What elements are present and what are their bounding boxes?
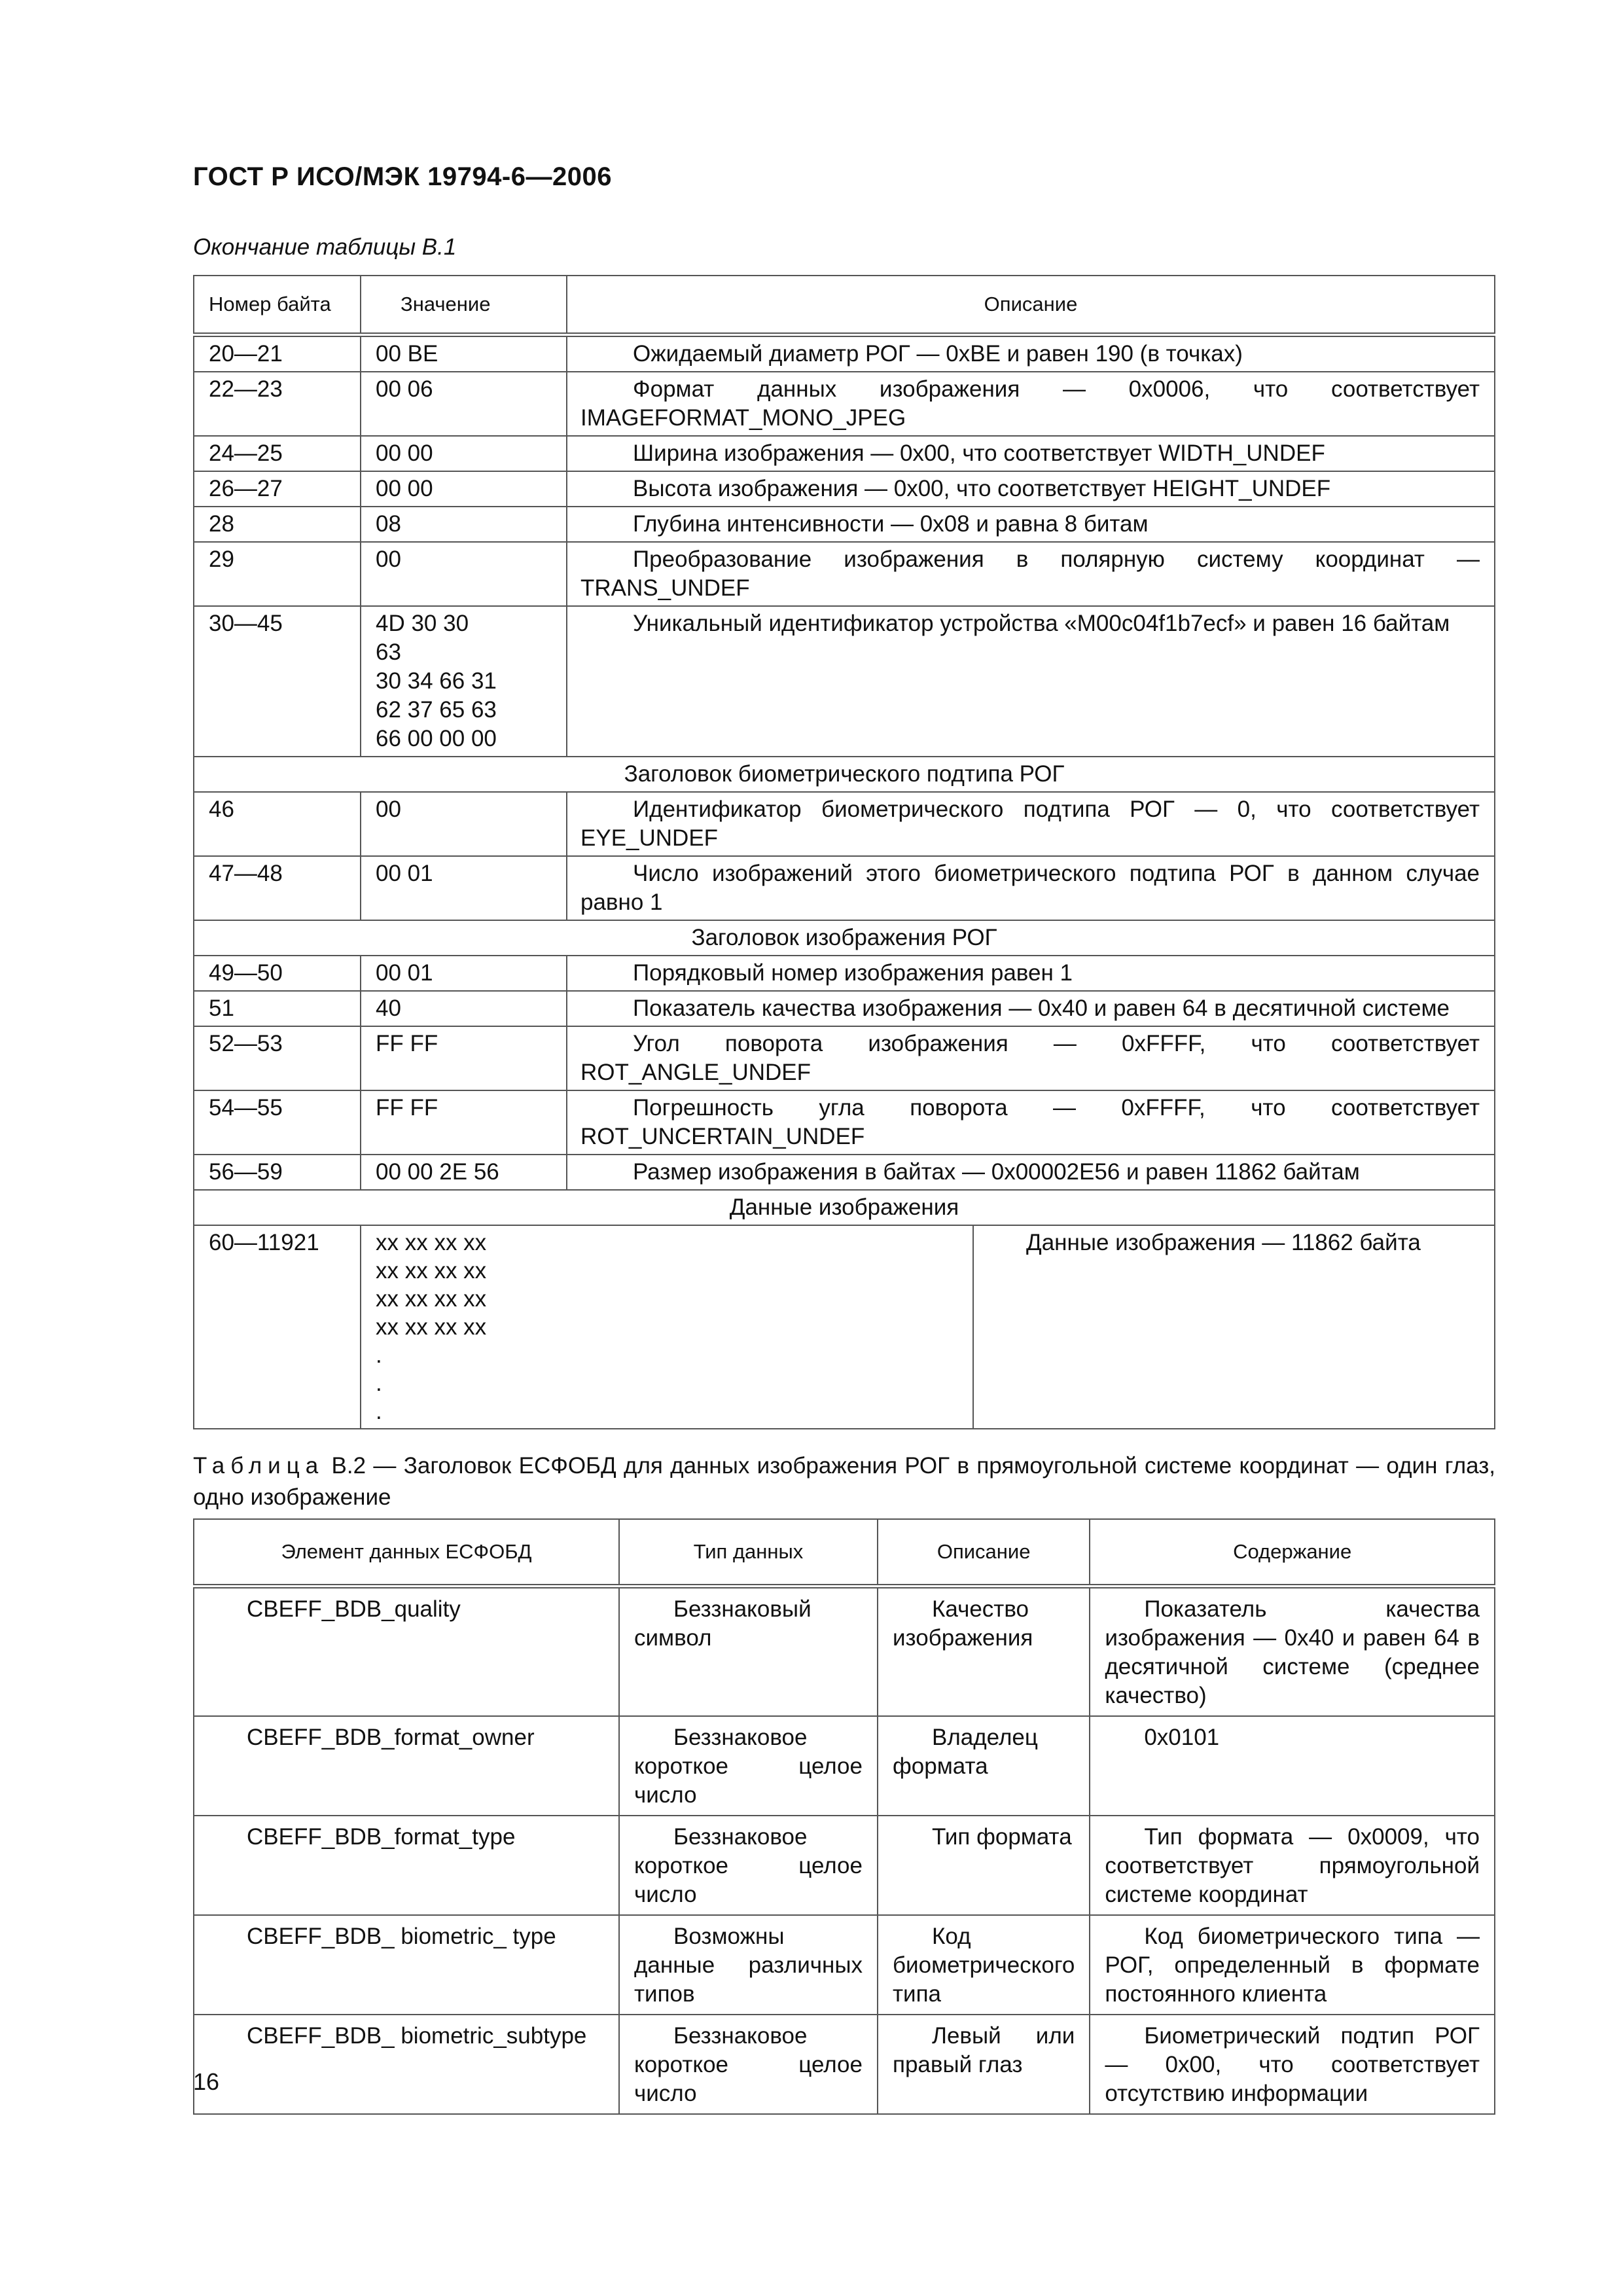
byte-value-line: xx xx xx xx	[376, 1286, 487, 1312]
table-row	[194, 542, 1495, 606]
table-row	[194, 1816, 1495, 1915]
byte-description: Высота изображения — 0x00, что соответствует HEIGHT_UNDEF	[567, 471, 1495, 507]
byte-value: 00 06	[361, 372, 567, 436]
cbeff-element: CBEFF_BDB_quality	[194, 1587, 619, 1717]
cbeff-description: Владелец формата	[878, 1716, 1090, 1816]
table2-caption	[193, 1450, 1495, 1513]
byte-number: 46	[194, 792, 361, 856]
image-data-cell	[361, 1225, 1495, 1429]
byte-description: Уникальный идентификатор устройства «M00c04f1b7ecf» и равен 16 байтам	[567, 606, 1495, 757]
table-row	[194, 792, 1495, 856]
byte-number: 24—25	[194, 436, 361, 471]
byte-value: 00	[361, 792, 567, 856]
byte-number: 28	[194, 507, 361, 542]
table-b1-continuation	[193, 275, 1495, 1429]
table-row	[194, 2015, 1495, 2114]
table-row	[194, 471, 1495, 507]
column-header-content: Содержание	[1090, 1519, 1495, 1587]
cbeff-data-type: Беззнаковое короткое целое число	[619, 1816, 878, 1915]
byte-value: FF FF	[361, 1026, 567, 1090]
table-row	[194, 1225, 1495, 1429]
table-row	[194, 956, 1495, 991]
byte-number: 22—23	[194, 372, 361, 436]
byte-description: Глубина интенсивности — 0x08 и равна 8 битам	[567, 507, 1495, 542]
column-header-data-type: Тип данных	[619, 1519, 878, 1587]
table-row	[194, 1587, 1495, 1717]
byte-value-line: .	[376, 1342, 382, 1368]
byte-number: 26—27	[194, 471, 361, 507]
table-row	[194, 1090, 1495, 1155]
byte-value-line: 62 37 65 63	[376, 697, 497, 723]
byte-value: 00	[361, 542, 567, 606]
byte-number: 30—45	[194, 606, 361, 757]
image-data-values	[361, 1226, 973, 1428]
table-row	[194, 1716, 1495, 1816]
byte-description: Размер изображения в байтах — 0x00002E56 и равен 11862 байтам	[567, 1155, 1495, 1190]
cbeff-element: CBEFF_BDB_format_owner	[194, 1716, 619, 1816]
byte-value-line: .	[376, 1399, 382, 1424]
table-row	[194, 991, 1495, 1026]
byte-value	[361, 606, 567, 757]
byte-description: Преобразование изображения в полярную систему координат — TRANS_UNDEF	[567, 542, 1495, 606]
table2-caption-prefix: Таблица	[193, 1453, 325, 1479]
byte-description: Число изображений этого биометрического подтипа РОГ в данном случае равно 1	[567, 856, 1495, 920]
table-row	[194, 1155, 1495, 1190]
byte-number: 52—53	[194, 1026, 361, 1090]
byte-value-line: xx xx xx xx	[376, 1314, 487, 1340]
byte-number: 56—59	[194, 1155, 361, 1190]
section-row	[194, 757, 1495, 792]
byte-value-line: 4D 30 30	[376, 611, 469, 636]
byte-description: Порядковый номер изображения равен 1	[567, 956, 1495, 991]
cbeff-element: CBEFF_BDB_format_type	[194, 1816, 619, 1915]
table-row	[194, 507, 1495, 542]
cbeff-description: Тип формата	[878, 1816, 1090, 1915]
byte-value: 00 00 2E 56	[361, 1155, 567, 1190]
section-row	[194, 1190, 1495, 1225]
byte-value-line: xx xx xx xx	[376, 1258, 487, 1283]
cbeff-description: Код биометрического типа	[878, 1915, 1090, 2015]
byte-value: 00 00	[361, 436, 567, 471]
section-title-image-data: Данные изображения	[194, 1190, 1495, 1225]
image-data-description: Данные изображения — 11862 байта	[1026, 1230, 1421, 1255]
column-header-value: Значение	[361, 276, 567, 335]
byte-description: Ожидаемый диаметр РОГ — 0xBE и равен 190 (в точках)	[567, 335, 1495, 372]
cbeff-content: Показатель качества изображения — 0x40 и равен 64 в десятичной системе (среднее качество)	[1090, 1587, 1495, 1717]
cbeff-element: CBEFF_BDB_ biometric_subtype	[194, 2015, 619, 2114]
byte-value: FF FF	[361, 1090, 567, 1155]
page-number: 16	[193, 2068, 220, 2095]
column-header-description: Описание	[878, 1519, 1090, 1587]
table-row	[194, 1915, 1495, 2015]
cbeff-data-type: Беззнаковый символ	[619, 1587, 878, 1717]
byte-value: 00 01	[361, 956, 567, 991]
byte-value: 00 01	[361, 856, 567, 920]
table-header-row	[194, 1519, 1495, 1587]
table2-caption-text: В.2 — Заголовок ЕСФОБД для данных изображения РОГ в прямоугольной системе координат — один глаз, одно изображение	[193, 1453, 1495, 1510]
byte-number: 47—48	[194, 856, 361, 920]
cbeff-data-type: Возможны данные различных типов	[619, 1915, 878, 2015]
cbeff-description: Качество изображения	[878, 1587, 1090, 1717]
image-data-inner	[361, 1226, 1494, 1428]
cbeff-content: Биометрический подтип РОГ — 0x00, что соответствует отсутствию информации	[1090, 2015, 1495, 2114]
column-header-description: Описание	[567, 276, 1495, 335]
column-header-element: Элемент данных ЕСФОБД	[194, 1519, 619, 1587]
document-header: ГОСТ Р ИСО/МЭК 19794-6—2006	[193, 162, 612, 191]
section-title-iris-image-header: Заголовок изображения РОГ	[194, 920, 1495, 956]
table-row	[194, 606, 1495, 757]
cbeff-content: 0x0101	[1090, 1716, 1495, 1816]
byte-number: 51	[194, 991, 361, 1026]
table1-caption: Окончание таблицы В.1	[193, 234, 457, 260]
byte-value: 00 00	[361, 471, 567, 507]
cbeff-element: CBEFF_BDB_ biometric_ type	[194, 1915, 619, 2015]
column-header-byte-number: Номер байта	[194, 276, 361, 335]
table-row	[194, 335, 1495, 372]
byte-description: Показатель качества изображения — 0x40 и равен 64 в десятичной системе	[567, 991, 1495, 1026]
byte-description: Погрешность угла поворота — 0xFFFF, что соответствует ROT_UNCERTAIN_UNDEF	[567, 1090, 1495, 1155]
section-row	[194, 920, 1495, 956]
byte-value: 08	[361, 507, 567, 542]
cbeff-description: Левый или правый глаз	[878, 2015, 1090, 2114]
byte-value-line: .	[376, 1371, 382, 1396]
byte-number: 49—50	[194, 956, 361, 991]
cbeff-data-type: Беззнаковое короткое целое число	[619, 1716, 878, 1816]
table-b2-cbeff-header	[193, 1518, 1495, 2115]
byte-value-line: 63	[376, 639, 401, 665]
byte-number: 29	[194, 542, 361, 606]
cbeff-content: Тип формата — 0x0009, что соответствует прямоугольной системе координат	[1090, 1816, 1495, 1915]
byte-value: 00 BE	[361, 335, 567, 372]
section-title-iris-subtype-header: Заголовок биометрического подтипа РОГ	[194, 757, 1495, 792]
byte-value-line: xx xx xx xx	[376, 1230, 487, 1255]
byte-value-line: 30 34 66 31	[376, 668, 497, 694]
table-row	[194, 372, 1495, 436]
byte-value-line: 66 00 00 00	[376, 726, 497, 751]
table-header-row	[194, 276, 1495, 335]
table-row	[194, 436, 1495, 471]
byte-description: Формат данных изображения — 0x0006, что соответствует IMAGEFORMAT_MONO_JPEG	[567, 372, 1495, 436]
cbeff-content: Код биометрического типа — РОГ, определенный в формате постоянного клиента	[1090, 1915, 1495, 2015]
byte-number: 20—21	[194, 335, 361, 372]
byte-value: 40	[361, 991, 567, 1026]
table-row	[194, 856, 1495, 920]
cbeff-data-type: Беззнаковое короткое целое число	[619, 2015, 878, 2114]
byte-description: Ширина изображения — 0x00, что соответствует WIDTH_UNDEF	[567, 436, 1495, 471]
table-row	[194, 1026, 1495, 1090]
byte-description: Идентификатор биометрического подтипа РОГ — 0, что соответствует EYE_UNDEF	[567, 792, 1495, 856]
byte-description: Угол поворота изображения — 0xFFFF, что соответствует ROT_ANGLE_UNDEF	[567, 1026, 1495, 1090]
byte-number: 60—11921	[194, 1225, 361, 1429]
byte-number: 54—55	[194, 1090, 361, 1155]
